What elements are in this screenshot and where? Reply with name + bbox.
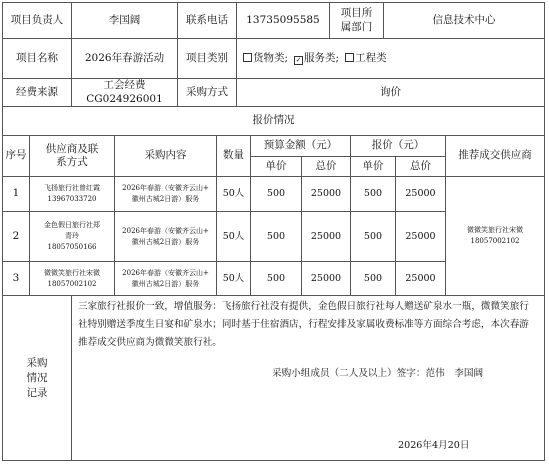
header-budget: 预算金额（元） [250, 135, 351, 157]
name-label: 项目名称 [2, 38, 72, 79]
row3-supplier-phone: 18057002102 [47, 279, 97, 288]
row1-content-line2: 徽州古城2日游）服务 [131, 195, 200, 203]
row1-content [114, 176, 217, 212]
row2-quote-total: 25000 [395, 211, 446, 262]
row3-supplier [29, 261, 115, 296]
phone-value: 13735095585 [236, 2, 330, 39]
header-content: 采购内容 [114, 135, 217, 177]
record-label-line2: 情况 [26, 371, 48, 384]
quote-section-title: 报价情况 [2, 106, 545, 136]
method-value: 询价 [236, 78, 545, 107]
row3-content [114, 261, 217, 296]
row3-budget-unit: 500 [250, 261, 302, 296]
row2-quote-unit: 500 [350, 211, 396, 262]
record-signature: 采购小组成员（二人及以上）签字：范伟 李国阔 [272, 368, 484, 379]
category-goods[interactable]: 货物类; [243, 52, 288, 65]
owner-label: 项目负责人 [2, 2, 72, 39]
record-label-line3: 记录 [26, 386, 48, 399]
row2-supplier [29, 211, 115, 262]
recommended-supplier [445, 176, 545, 296]
row3-quote-unit: 500 [350, 261, 396, 296]
record-label-line1: 采购 [26, 356, 48, 369]
row1-supplier-name: 飞扬旅行社曾红霞 [44, 184, 100, 193]
fund-code: CG024926001 [86, 92, 163, 105]
fund-value [71, 78, 178, 107]
row3-supplier-name: 微微笑旅行社宋微 [44, 268, 100, 277]
row2-content-line2: 徽州古城2日游）服务 [131, 237, 200, 246]
record-date: 2026年4月20日 [398, 440, 470, 451]
row1-budget-unit: 500 [250, 176, 302, 212]
header-quote-total: 总价 [395, 156, 446, 177]
row2-supplier-name: 金色假日旅行社郑 [44, 221, 100, 230]
record-notes [71, 295, 545, 461]
header-supplier: 供应商及联系方式 [29, 135, 115, 177]
row3-quote-total: 25000 [395, 261, 446, 296]
row3-content-line2: 徽州古城2日游）服务 [131, 279, 200, 288]
category-service[interactable]: ✓ 服务类; [295, 51, 340, 64]
row1-content-line1: 2026年春游（安徽齐云山+ [122, 184, 209, 193]
service-checkbox[interactable]: ✓ [295, 55, 302, 64]
row1-supplier-phone: 13967033720 [47, 195, 97, 203]
header-quantity: 数量 [216, 135, 251, 177]
row1-supplier [29, 176, 115, 212]
fund-source: 工会经费 [103, 79, 146, 92]
record-label [2, 295, 72, 461]
procurement-form [2, 2, 545, 462]
row2-supplier-phone: 18057050166 [47, 242, 97, 251]
row2-qty: 50人 [216, 211, 251, 262]
dept-value: 信息技术中心 [383, 2, 545, 39]
header-recommend: 推荐成交供应商 [445, 135, 545, 177]
row2-content-line1: 2026年春游（安徽齐云山+ [122, 226, 209, 235]
row3-budget-total: 25000 [301, 261, 351, 296]
row1-quote-total: 25000 [395, 176, 446, 212]
engineering-checkbox[interactable] [345, 53, 354, 62]
method-label: 采购方式 [177, 78, 237, 107]
row1-budget-total: 25000 [301, 176, 351, 212]
row3-qty: 50人 [216, 261, 251, 296]
row2-seq: 2 [2, 211, 30, 262]
row2-supplier-name-cont: 青玲 [65, 232, 79, 241]
row3-seq: 3 [2, 261, 30, 296]
row1-quote-unit: 500 [350, 176, 396, 212]
header-seq: 序号 [2, 135, 30, 177]
category-options [236, 38, 545, 79]
fund-label: 经费来源 [2, 78, 72, 107]
row1-seq: 1 [2, 176, 30, 212]
header-quoted: 报价（元） [350, 135, 446, 157]
recommended-supplier-phone: 18057002102 [470, 237, 520, 245]
goods-checkbox[interactable] [243, 53, 252, 62]
header-budget-unit: 单价 [250, 156, 302, 177]
header-quote-unit: 单价 [350, 156, 396, 177]
record-paragraph: 三家旅行社报价一致，增值服务：飞扬旅行社没有提供，金色假日旅行社每人赠送矿泉水一瓶，微微笑旅行社特别赠送季度生日宴和矿泉水；同时基于住宿酒店，行程安排及家属收费标准等方面综合考虑，本次春游推荐成交供应商为微微笑旅行社。 [78, 301, 529, 348]
category-label: 项目类别 [177, 38, 237, 79]
name-value: 2026年春游活动 [71, 38, 178, 79]
recommended-supplier-name: 微微笑旅行社宋微 [467, 226, 523, 235]
dept-label: 项目所属部门 [329, 2, 384, 39]
category-engineering[interactable]: 工程类 [345, 52, 387, 65]
row2-budget-unit: 500 [250, 211, 302, 262]
owner-value: 李国阔 [71, 2, 178, 39]
row1-qty: 50人 [216, 176, 251, 212]
row3-content-line1: 2026年春游（安徽齐云山+ [122, 268, 209, 277]
row2-content [114, 211, 217, 262]
phone-label: 联系电话 [177, 2, 237, 39]
row2-budget-total: 25000 [301, 211, 351, 262]
header-budget-total: 总价 [301, 156, 351, 177]
